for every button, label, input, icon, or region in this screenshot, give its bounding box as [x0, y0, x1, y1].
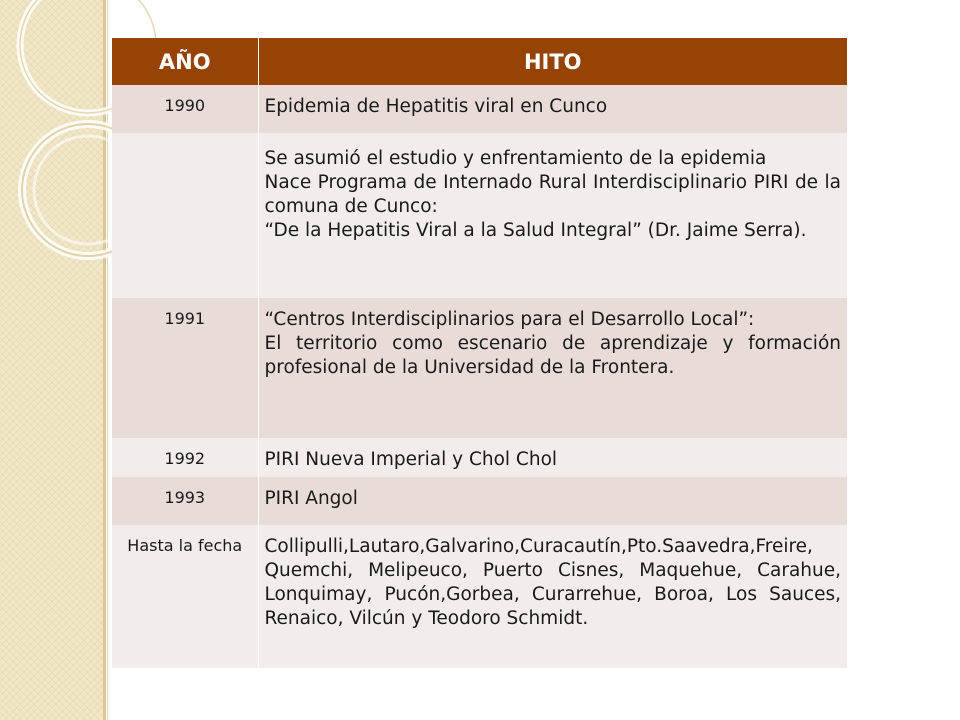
- table-row: [112, 525, 847, 668]
- table-row: [112, 477, 847, 525]
- row-milestone: [258, 85, 847, 133]
- row-year: 1993: [112, 477, 258, 525]
- row-year: 1990: [112, 85, 258, 133]
- row-year: Hasta la fecha: [112, 525, 258, 668]
- milestone-line: PIRI Angol: [264, 488, 358, 509]
- table-row: [112, 133, 847, 298]
- row-milestone: [258, 133, 847, 298]
- row-milestone: [258, 525, 847, 668]
- table-row: [112, 85, 847, 133]
- table-header-row: [112, 38, 847, 85]
- milestone-line: Se asumió el estudio y enfrentamiento de la epidemia: [264, 148, 767, 169]
- table-row: [112, 298, 847, 438]
- row-year: 1991: [112, 298, 258, 438]
- table-row: [112, 438, 847, 477]
- milestone-line: Epidemia de Hepatitis viral en Cunco: [264, 96, 608, 117]
- milestones-table: [112, 38, 847, 668]
- milestone-line: “Centros Interdisciplinarios para el Desarrollo Local”:: [264, 309, 755, 330]
- row-milestone: [258, 298, 847, 438]
- milestone-line: El territorio como escenario de aprendizaje y formación profesional de la Universidad de la Frontera.: [264, 333, 841, 378]
- milestone-line: “De la Hepatitis Viral a la Salud Integral” (Dr. Jaime Serra).: [264, 220, 807, 241]
- header-milestone: HITO: [258, 38, 847, 85]
- row-milestone: [258, 477, 847, 525]
- row-year: 1992: [112, 438, 258, 477]
- milestone-line: Nace Programa de Internado Rural Interdisciplinario PIRI de la comuna de Cunco:: [264, 172, 841, 217]
- row-year: [112, 133, 258, 298]
- row-milestone: [258, 438, 847, 477]
- milestone-line: Collipulli,Lautaro,Galvarino,Curacautín,Pto.Saavedra,Freire, Quemchi, Melipeuco, Puerto Cisnes, Maquehue, Carahue, Lonquimay, Pucón,Gorbea, Curarrehue, Boroa, Los Sauces, Renaico, Vilcún y Teodoro Schmidt.: [264, 536, 841, 629]
- header-year: AÑO: [112, 38, 258, 85]
- milestone-line: PIRI Nueva Imperial y Chol Chol: [264, 449, 558, 470]
